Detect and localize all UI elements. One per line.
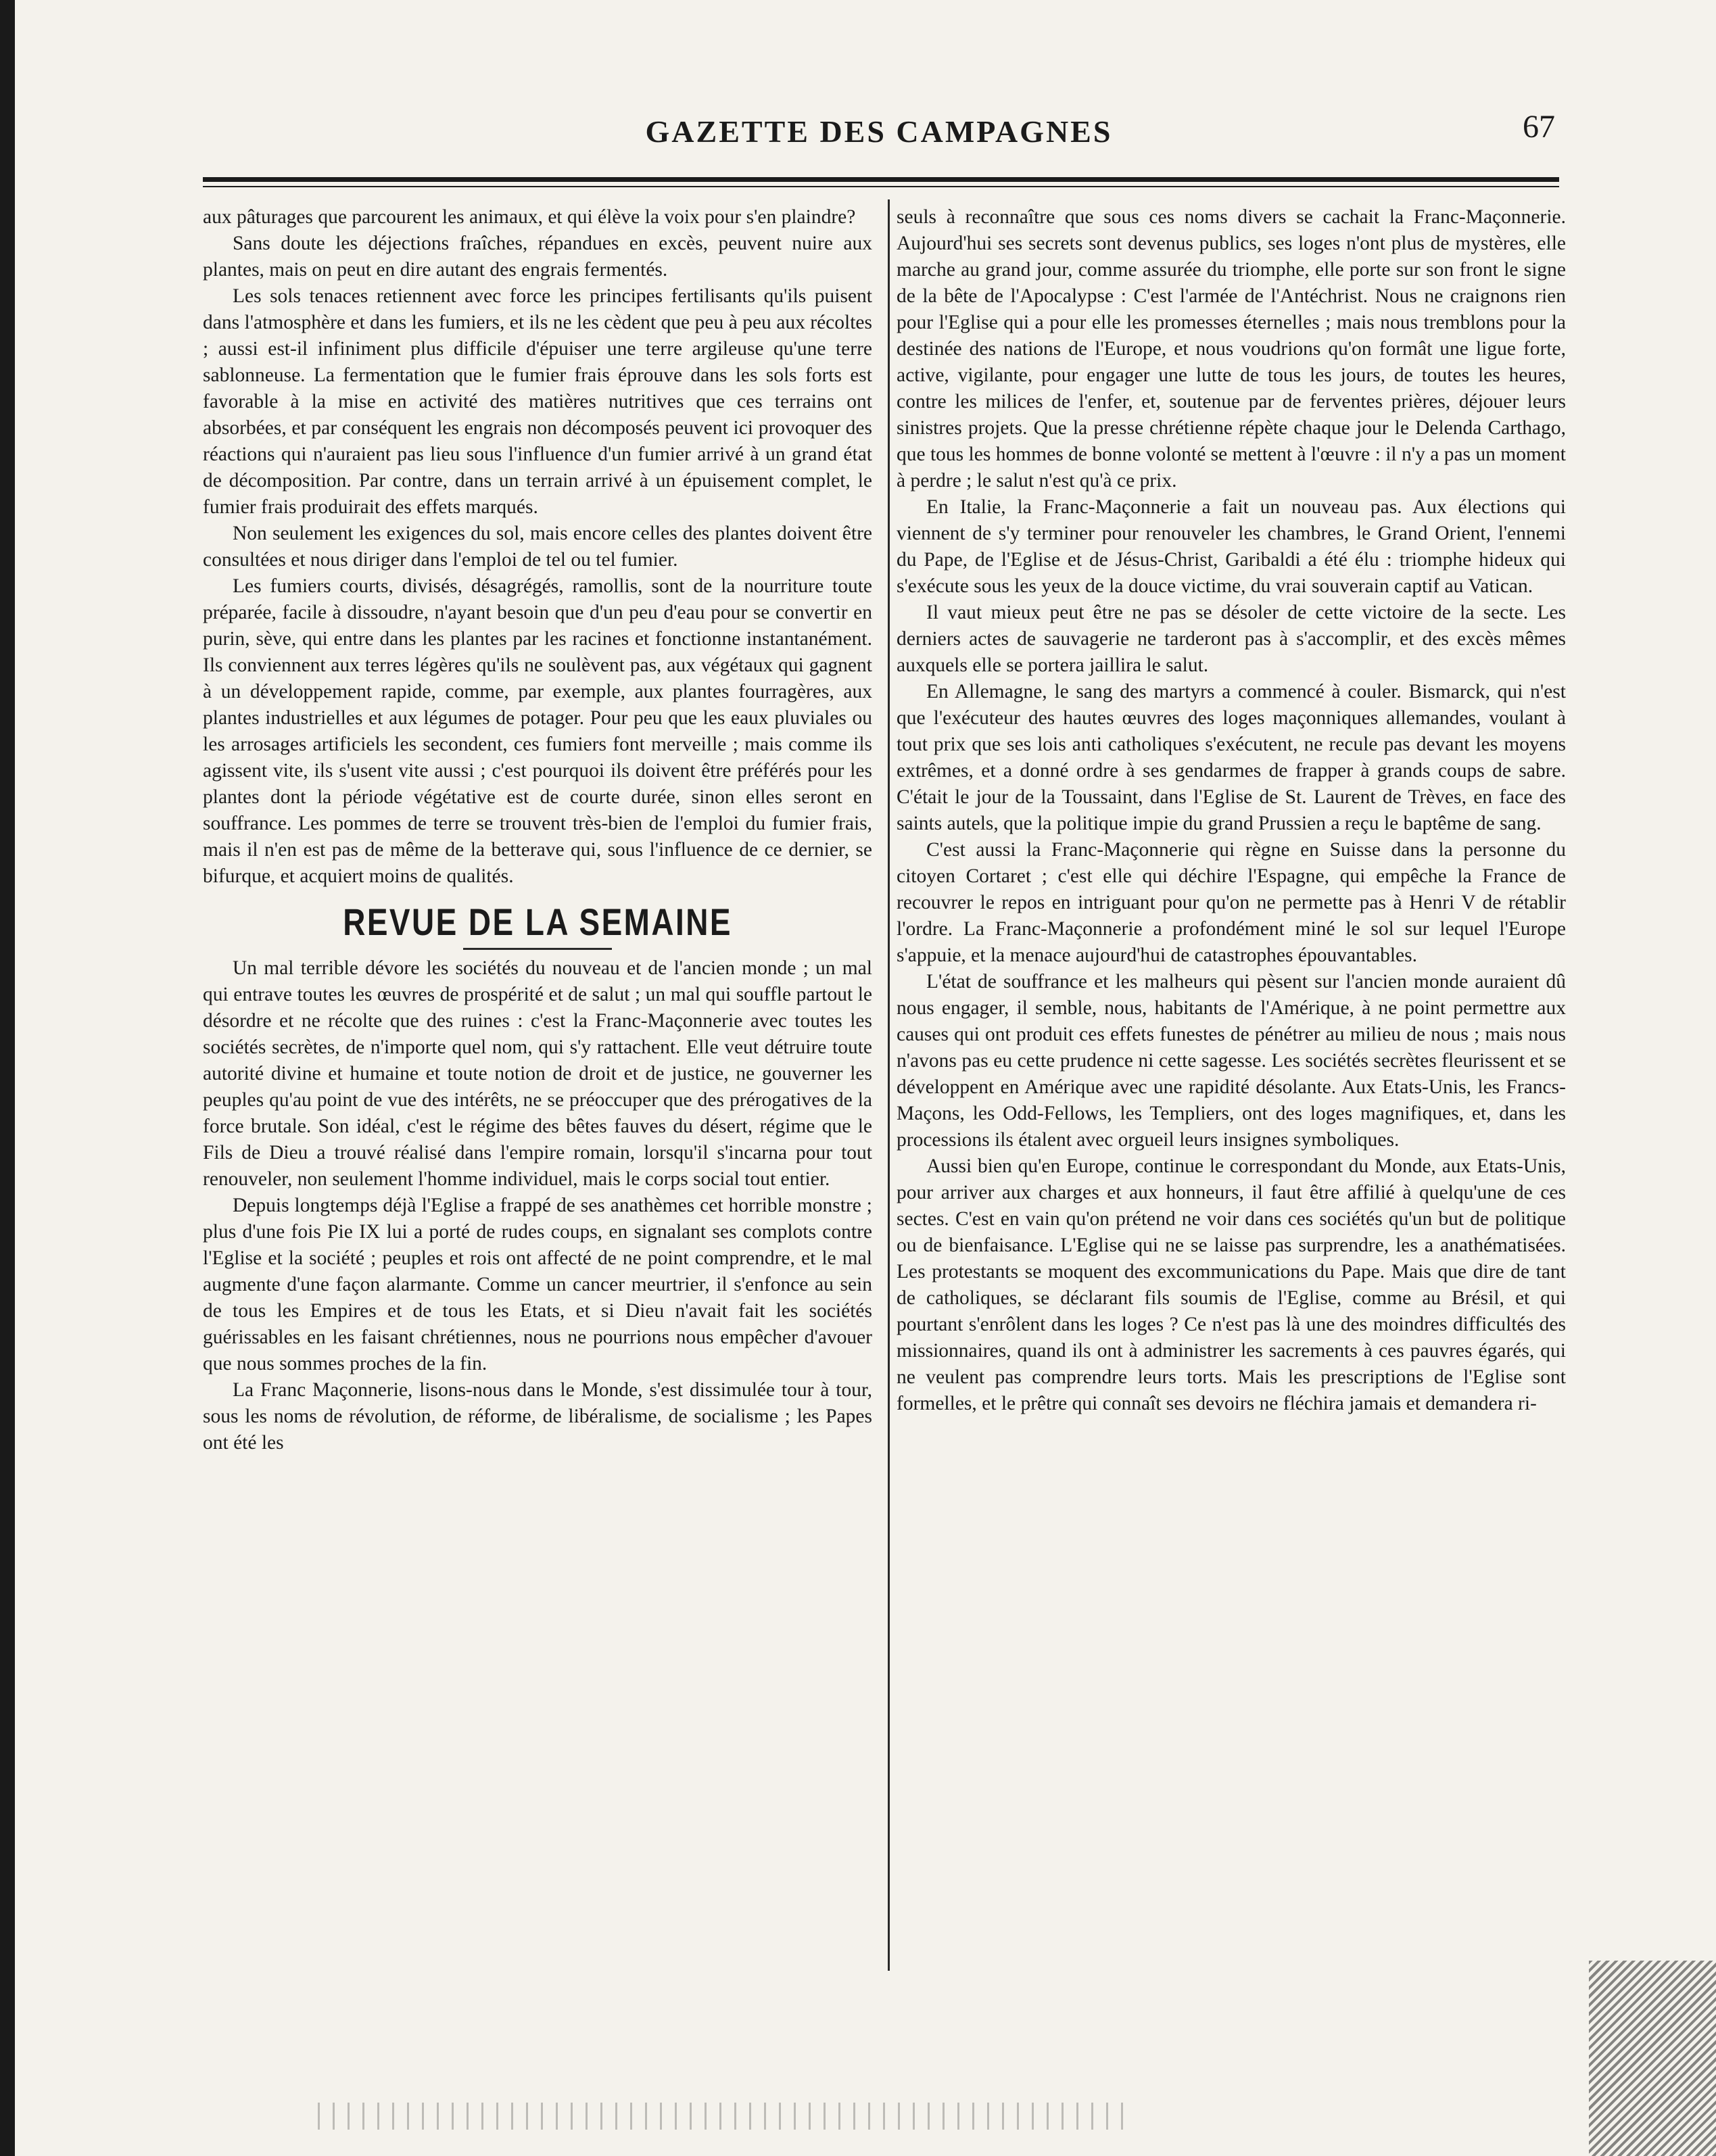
column-divider xyxy=(888,199,890,1971)
article-paragraph: Depuis longtemps déjà l'Eglise a frappé de ses anathèmes cet horrible monstre ; plus d'une fois Pie IX lui a porté de rudes coups, en signalant ses complots contre l'Eglise et la société ; peuples et rois ont affecté de ne point comprendre, et le mal augmente d'une façon alarmante. Comme un cancer meurtrier, il s'enfonce au sein de tous les Empires et de tous les Etats, et si Dieu n'avait fait les sociétés guérissables en les faisant chrétiennes, nous ne pourrions nous empêcher d'avouer que nous sommes proches de la fin. xyxy=(203,1195,872,1374)
header-rule-thick xyxy=(203,177,1559,182)
section-heading: REVUE DE LA SEMAINE xyxy=(343,901,732,943)
scan-edge-shadow xyxy=(0,0,15,2156)
article-paragraph: Non seulement les exigences du sol, mais encore celles des plantes doivent être consultées et nous diriger dans l'emploi de tel ou tel fumier. xyxy=(203,523,872,571)
article-paragraph: Sans doute les déjections fraîches, répandues en excès, peuvent nuire aux plantes, mais on peut en dire autant des engrais fermentés. xyxy=(203,233,872,281)
left-column xyxy=(203,204,872,1456)
article-paragraph: C'est aussi la Franc-Maçonnerie qui règne en Suisse dans la personne du citoyen Cortaret ; c'est elle qui déchire l'Espagne, qui empêche la France de recouvrer le repos en intriguant pour qu'on ne permette pas à Henri V de rétablir l'ordre. La Franc-Maçonnerie a profondément miné le sol sur lequel l'Europe s'appuie, et la menace aujourd'hui de catastrophes épouvantables. xyxy=(897,839,1566,966)
article-paragraph: aux pâturages que parcourent les animaux, et qui élève la voix pour s'en plaindre? xyxy=(203,206,856,228)
scan-bottom-noise xyxy=(318,2103,1129,2130)
newspaper-title: GAZETTE DES CAMPAGNES xyxy=(645,114,1113,149)
article-paragraph: La Franc Maçonnerie, lisons-nous dans le Monde, s'est dissimulée tour à tour, sous les noms de révolution, de réforme, de libéralisme, de socialisme ; les Papes ont été les xyxy=(203,1379,872,1454)
article-paragraph: En Allemagne, le sang des martyrs a commencé à couler. Bismarck, qui n'est que l'exécuteur des hautes œuvres des loges maçonniques allemandes, voulant à tout prix que ses lois anti catholiques s'exécutent, ne recule pas devant les moyens extrêmes, et a donné ordre à ses gendarmes de frapper à grands coups de sabre. C'était le jour de la Toussaint, dans l'Eglise de St. Laurent de Trèves, en face des saints autels, que la politique impie du grand Prussien a reçu le baptême de sang. xyxy=(897,681,1566,834)
article-paragraph: Les sols tenaces retiennent avec force les principes fertilisants qu'ils puisent dans l'atmosphère et dans les fumiers, et ils ne les cèdent que peu à peu aux récoltes ; aussi est-il infiniment plus difficile d'épuiser une terre argileuse qu'une terre sablonneuse. La fermentation que le fumier frais éprouve dans les sols forts est favorable à la mise en activité des matières nutritives que ces terrains ont absorbées, et par conséquent les engrais non décomposés peuvent ici provoquer des réactions qui n'auraient pas lieu sous l'influence d'un fumier arrivé à un grand état de décomposition. Par contre, dans un terrain arrivé à un épuisement complet, le fumier frais produirait des effets marqués. xyxy=(203,285,872,518)
page-header xyxy=(203,101,1555,149)
article-paragraph: Aussi bien qu'en Europe, continue le correspondant du Monde, aux Etats-Unis, pour arriver aux charges et aux honneurs, il faut être affilié à quelqu'une de ces sectes. C'est en vain qu'on prétend ne voir dans ces sociétés qu'un but de politique ou de bienfaisance. L'Eglise qui ne se laisse pas surprendre, les a anathématisées. Les protestants se moquent des excommunications du Pape. Mais que dire de tant de catholiques, se déclarant fils soumis de l'Eglise, comme au Brésil, et qui pourtant s'enrôlent dans les loges ? Ce n'est pas là une des moindres difficultés des missionnaires, quand ils ont à administrer les sacrements à ces pauvres égarés, qui ne veulent pas comprendre leurs torts. Mais les prescriptions de l'Eglise sont formelles, et le prêtre qui connaît ses devoirs ne fléchira jamais et demandera ri- xyxy=(897,1155,1566,1414)
scan-corner-stain xyxy=(1589,1961,1716,2156)
section-heading-rule xyxy=(463,948,612,950)
article-paragraph: Les fumiers courts, divisés, désagrégés, ramollis, sont de la nourriture toute préparée, facile à dissoudre, n'ayant besoin que d'un peu d'eau pour se convertir en purin, sève, qui entre dans les plantes par les racines et fonctionne instantanément. Ils conviennent aux terres légères qu'ils ne soulèvent pas, aux végétaux qui gagnent à un développement rapide, comme, par exemple, aux plantes fourragères, aux plantes industrielles et aux légumes de potager. Pour peu que les eaux pluviales ou les arrosages artificiels les secondent, ces fumiers font merveille ; mais comme ils agissent vite, ils s'usent vite aussi ; c'est pourquoi ils doivent être préférés pour les plantes dont la période végétative est de courte durée, sinon elles seront en souffrance. Les pommes de terre se trouvent très-bien de l'emploi du fumier frais, mais il n'en est pas de même de la betterave qui, sous l'influence de ce dernier, se bifurque, et acquiert moins de qualités. xyxy=(203,575,872,887)
article-paragraph: L'état de souffrance et les malheurs qui pèsent sur l'ancien monde auraient dû nous engager, il semble, nous, habitants de l'Amérique, à ne point permettre aux causes qui ont produit ces effets funestes de pénétrer au milieu de nous ; mais nous n'avons pas eu cette prudence ni cette sagesse. Les sociétés secrètes fleurissent et se développent en Amérique avec une rapidité désolante. Aux Etats-Unis, les Francs-Maçons, les Odd-Fellows, les Templiers, ont des loges magnifiques, et, dans les processions ils étalent avec orgueil leurs insignes symboliques. xyxy=(897,971,1566,1151)
article-paragraph: Il vaut mieux peut être ne pas se désoler de cette victoire de la secte. Les derniers actes de sauvagerie ne tarderont pas à s'accomplir, et des excès mêmes auxquels elle se portera jaillira le salut. xyxy=(897,602,1566,676)
article-paragraph: Un mal terrible dévore les sociétés du nouveau et de l'ancien monde ; un mal qui entrave toutes les œuvres de prospérité et de salut ; un mal qui souffle partout le désordre et ne récolte que des ruines : c'est la Franc-Maçonnerie avec toutes les sociétés secrètes, de n'importe quel nom, qui s'y rattachent. Elle veut détruire toute autorité divine et humaine et toute notion de droit et de justice, ne gouverner les peuples qu'au point de vue des intérêts, ne se préoccuper que des prérogatives de la force brutale. Son idéal, c'est le régime des bêtes fauves du désert, régime que le Fils de Dieu a trouvé réalisé dans l'empire romain, lorsqu'il s'incarna pour tout renouveler, non seulement l'homme individuel, mais le corps social tout entier. xyxy=(203,957,872,1190)
header-rule-thin xyxy=(203,186,1559,187)
section-heading-block xyxy=(203,901,872,950)
page-number: 67 xyxy=(1523,109,1555,145)
right-column xyxy=(897,204,1566,1417)
article-paragraph: seuls à reconnaître que sous ces noms divers se cachait la Franc-Maçonnerie. Aujourd'hui ses secrets sont devenus publics, ses loges n'ont plus de mystères, elle marche au grand jour, comme assurée du triomphe, elle porte sur son front le signe de la bête de l'Apocalypse : C'est l'armée de l'Antéchrist. Nous ne craignons rien pour l'Eglise qui a pour elle les promesses éternelles ; mais nous tremblons pour la destinée des nations de l'Europe, et nous voudrions qu'on formât une ligue forte, active, vigilante, pour engager une lutte de tous les jours, de toutes les heures, contre les milices de l'enfer, et, soutenue par de ferventes prières, déjouer leurs sinistres projets. Que la presse chrétienne répète chaque jour le Delenda Carthago, que tous les hommes de bonne volonté se mettent à l'œuvre : il n'y a pas un moment à perdre ; le salut n'est qu'à ce prix. xyxy=(897,206,1566,492)
article-paragraph: En Italie, la Franc-Maçonnerie a fait un nouveau pas. Aux élections qui viennent de s'y terminer pour renouveler les chambres, le Grand Orient, l'ennemi du Pape, de l'Eglise et de Jésus-Christ, Garibaldi a été élu : triomphe hideux qui s'exécute sous les yeux de la douce victime, du vrai souverain captif au Vatican. xyxy=(897,496,1566,597)
